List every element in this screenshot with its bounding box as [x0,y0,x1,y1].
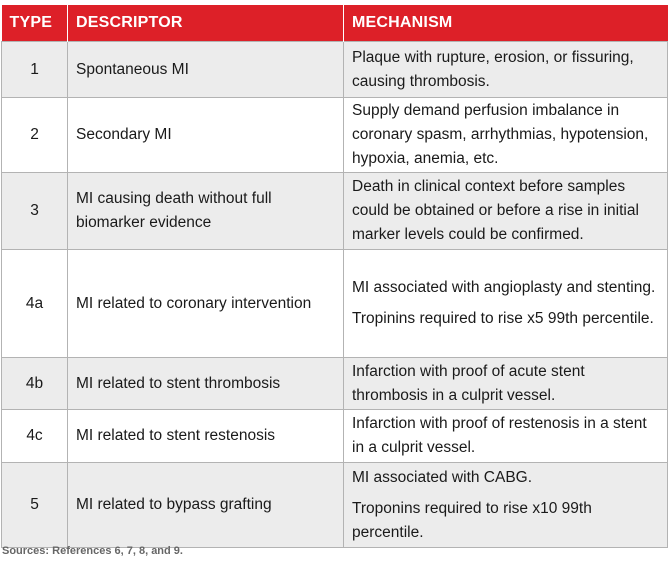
table-row [2,358,668,410]
mechanism-text: MI associated with angioplasty and stenting. [352,279,656,296]
mechanism-text: MI associated with CABG. [352,468,533,486]
table-row [2,463,668,548]
mechanism-cell [344,250,668,358]
descriptor-cell: MI related to stent restenosis [68,410,344,463]
table-body [2,42,668,548]
descriptor-cell: MI causing death without full biomarker evidence [68,173,344,250]
type-cell: 2 [2,98,68,173]
descriptor-cell: MI related to stent thrombosis [68,358,344,410]
mi-classification-table [1,5,668,548]
header-descriptor: DESCRIPTOR [68,5,344,42]
table-row [2,98,668,173]
descriptor-cell: MI related to bypass grafting [68,463,344,548]
table-row [2,410,668,463]
mechanism-cell [344,173,668,250]
descriptor-cell: MI related to coronary intervention [68,250,344,358]
sources-note: Sources: References 6, 7, 8, and 9. [2,545,183,557]
descriptor-cell: Secondary MI [68,98,344,173]
mechanism-cell [344,98,668,173]
header-mechanism: MECHANISM [344,5,668,42]
mechanism-text: Tropinins required to rise x5 99th percentile. [352,310,654,327]
type-cell: 4b [2,358,68,410]
mechanism-cell [344,463,668,548]
mechanism-text: Troponins required to rise x10 99th percentile. [352,499,592,541]
header-type: TYPE [2,5,68,42]
type-cell: 4a [2,250,68,358]
type-cell: 1 [2,42,68,98]
mechanism-text: Supply demand perfusion imbalance in coronary spasm, arrhythmias, hypotension, hypoxia, anemia, etc. [352,102,649,167]
mechanism-text: Infarction with proof of restenosis in a stent in a culprit vessel. [352,415,647,456]
table-row [2,250,668,358]
mechanism-text: Death in clinical context before samples could be obtained or before a rise in initial marker levels could be confirmed. [352,178,639,243]
type-cell: 5 [2,463,68,548]
mi-classification-table-container [1,5,667,548]
mechanism-text: Plaque with rupture, erosion, or fissuring, causing thrombosis. [352,48,634,90]
mechanism-cell [344,42,668,98]
type-cell: 3 [2,173,68,250]
descriptor-cell: Spontaneous MI [68,42,344,98]
mechanism-cell [344,410,668,463]
table-row [2,42,668,98]
table-header-row [2,5,668,42]
table-row [2,173,668,250]
mechanism-cell [344,358,668,410]
type-cell: 4c [2,410,68,463]
mechanism-text: Infarction with proof of acute stent thrombosis in a culprit vessel. [352,362,585,404]
